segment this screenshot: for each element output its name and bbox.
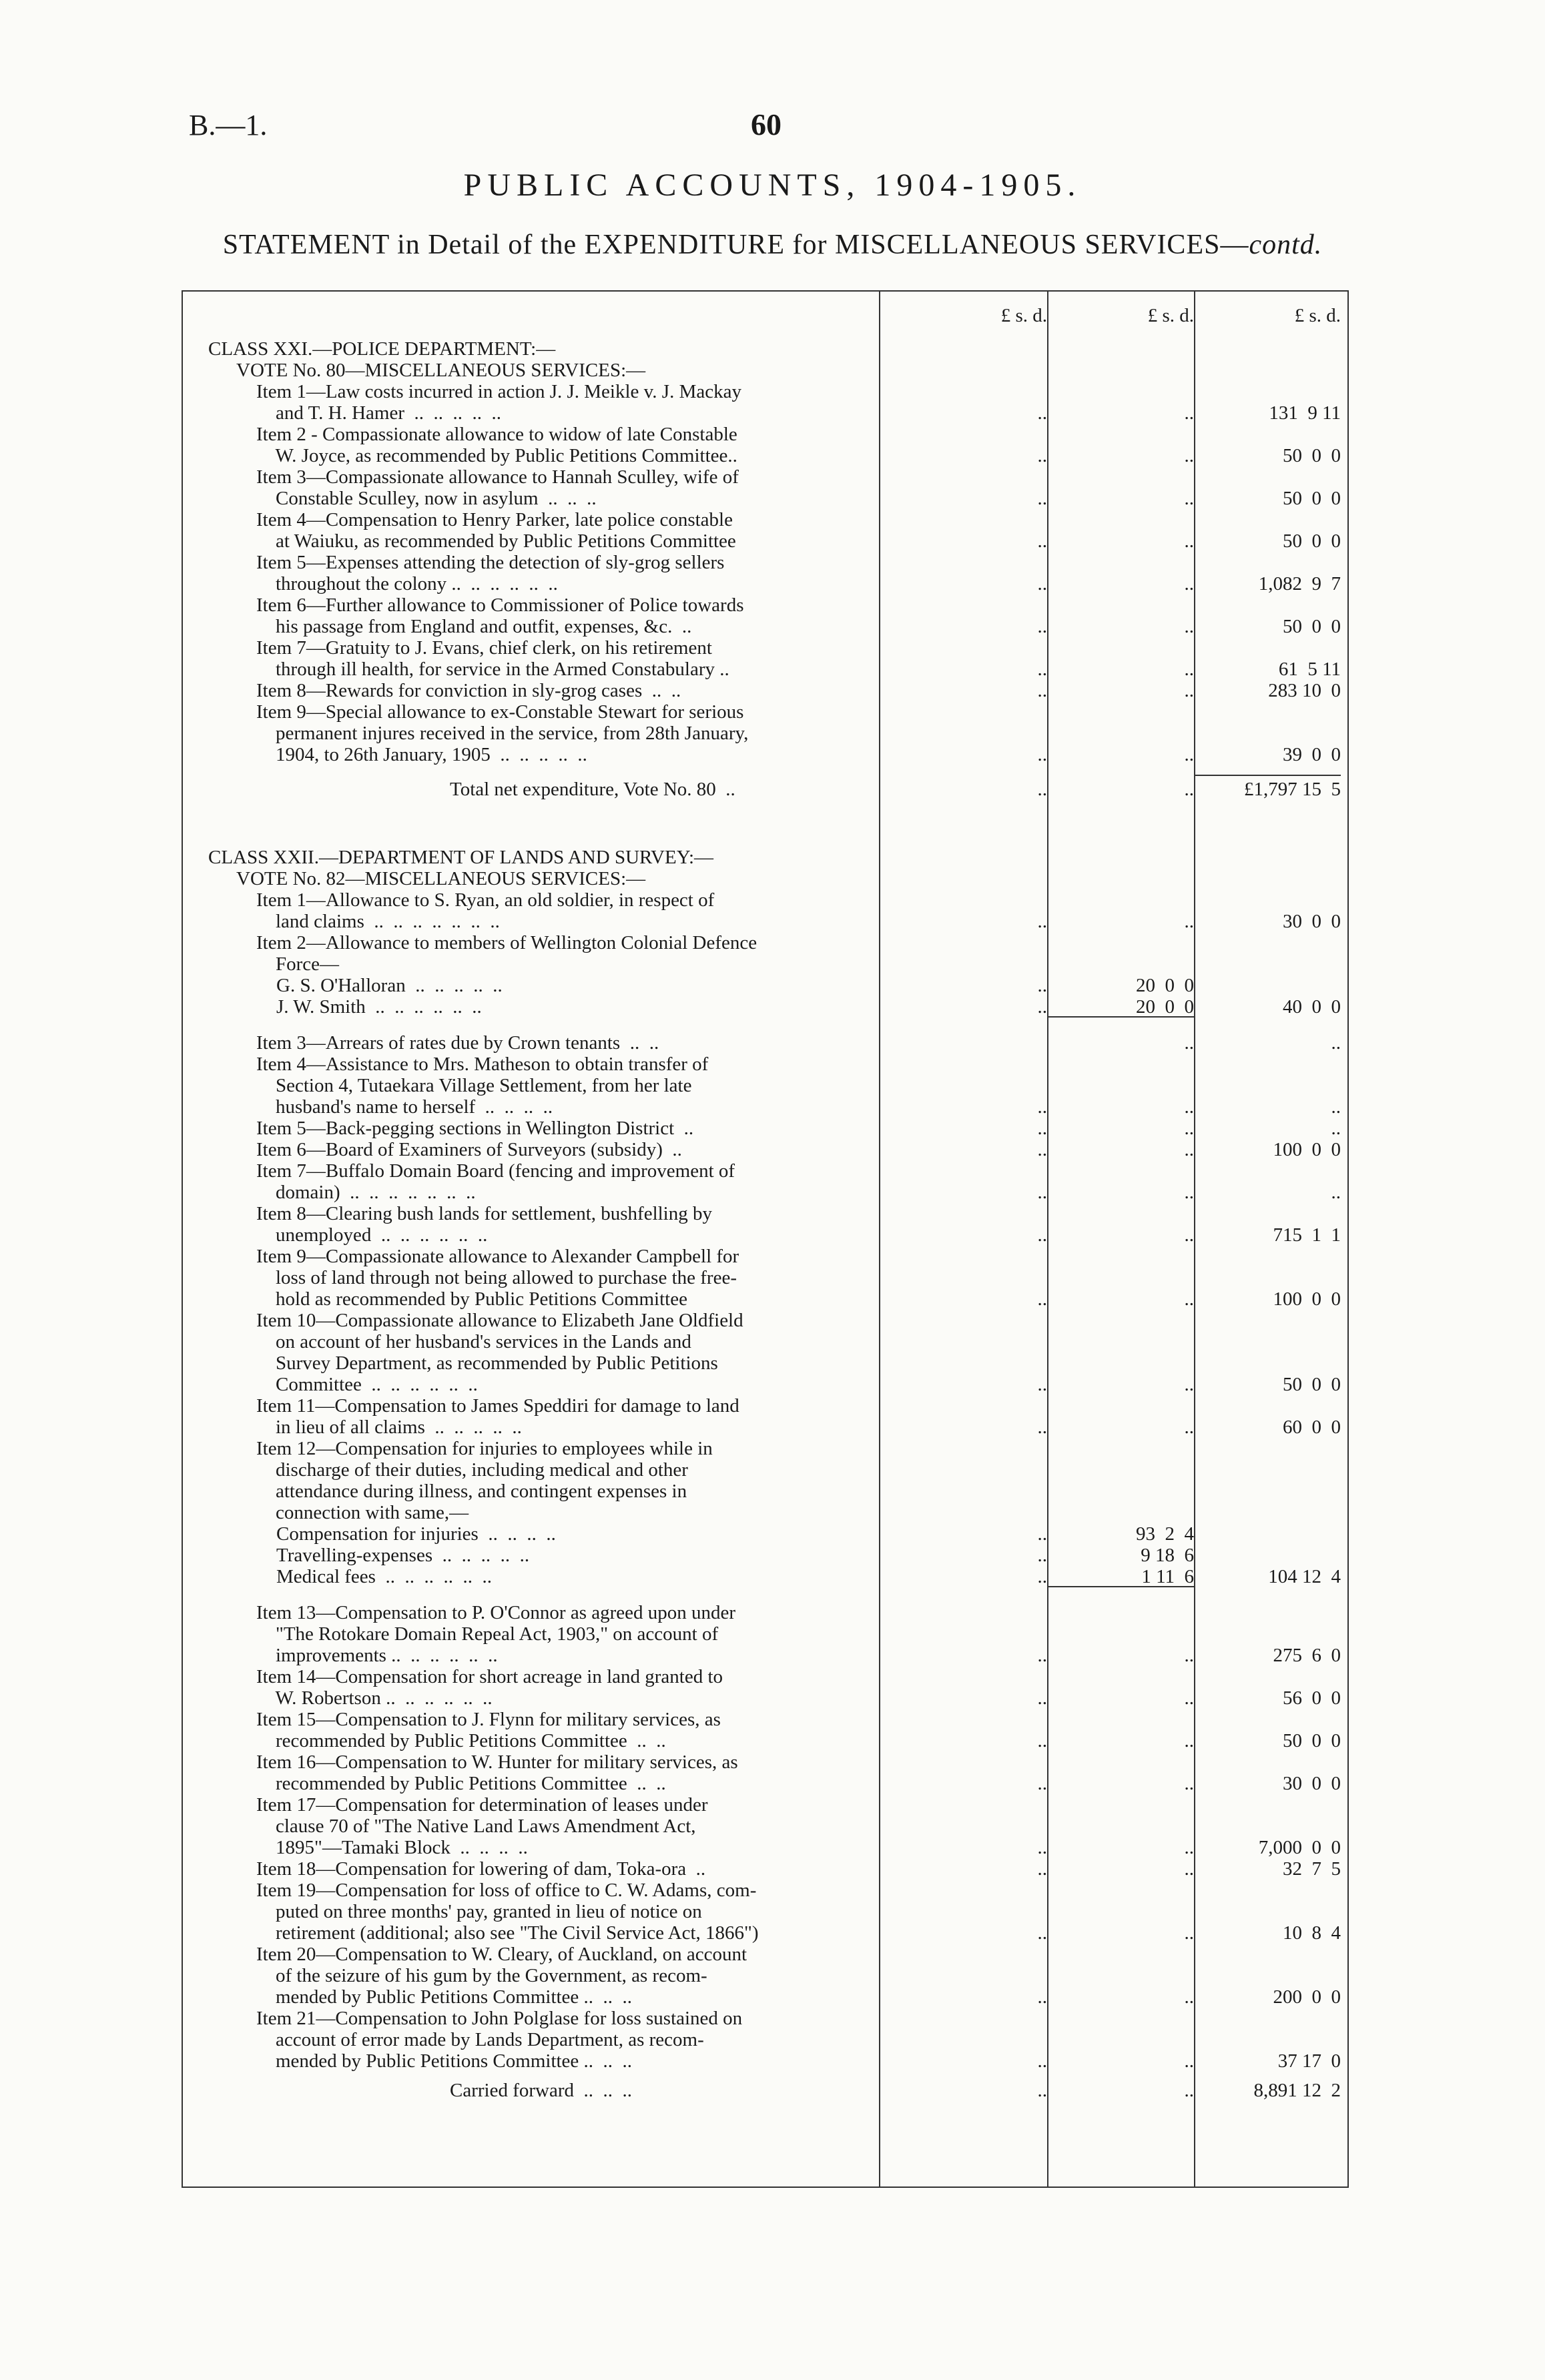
amount-column-2: .. — [1184, 2050, 1194, 2072]
amount-column-1: .. — [1037, 744, 1047, 765]
amount-column-3: 50 0 0 — [1283, 1374, 1341, 1395]
table-row — [183, 1545, 1347, 1566]
table-row — [183, 932, 1347, 975]
amount-column-1: .. — [1037, 402, 1047, 424]
amount-column-2: .. — [1184, 744, 1194, 765]
amount-column-2: .. — [1184, 530, 1194, 552]
amount-column-3: 50 0 0 — [1283, 530, 1341, 552]
table-row — [183, 1751, 1347, 1794]
row-description: Item 21—Compensation to John Polglase for loss sustained on account of error made by Lands Department, as recom- mended by Public Petitions Committee .. .. .. — [256, 2008, 743, 2072]
amount-column-3: 30 0 0 — [1283, 911, 1341, 932]
amount-column-3: 50 0 0 — [1283, 1730, 1341, 1751]
row-description: Item 20—Compensation to W. Cleary, of Auckland, on account of the seizure of his gum by the Government, as recom- mended by Public Petitions Committee .. .. .. — [256, 1944, 747, 2008]
amount-column-2: .. — [1184, 1645, 1194, 1666]
amount-column-3: 283 10 0 — [1268, 680, 1341, 701]
row-description: Item 9—Special allowance to ex-Constable Stewart for serious permanent injures received in the service, from 28th January, 1904, to 26th January, 1905 .. .. .. .. .. — [256, 701, 749, 765]
amount-column-1: .. — [1037, 1545, 1047, 1566]
amount-column-1: .. — [1037, 1566, 1047, 1587]
table-row — [183, 360, 1347, 381]
row-description: Item 3—Arrears of rates due by Crown tenants .. .. — [256, 1032, 659, 1054]
row-description: Item 5—Expenses attending the detection of sly-grog sellers throughout the colony .. .. .. .. .. .. — [256, 552, 725, 594]
row-description: J. W. Smith .. .. .. .. .. .. — [276, 996, 482, 1018]
row-description: Compensation for injuries .. .. .. .. — [276, 1523, 556, 1545]
amount-column-2: 1 11 6 — [1141, 1566, 1194, 1587]
subtitle-text: STATEMENT in Detail of the EXPENDITURE for MISCELLANEOUS SERVICES— — [222, 230, 1249, 260]
amount-column-1: .. — [1037, 1096, 1047, 1118]
amount-column-2: .. — [1184, 1417, 1194, 1438]
amount-column-2: .. — [1184, 659, 1194, 680]
amount-column-3: 37 17 0 — [1277, 2050, 1341, 2072]
row-description: Item 8—Rewards for conviction in sly-grog cases .. .. — [256, 680, 681, 701]
amount-column-3: 8,891 12 2 — [1253, 2080, 1341, 2101]
row-description: Item 17—Compensation for determination of leases under clause 70 of "The Native Land Laws Amendment Act, 1895"—Tamaki Block .. .. .. .. — [256, 1794, 708, 1858]
table-row — [183, 509, 1347, 552]
row-description: Item 4—Assistance to Mrs. Matheson to obtain transfer of Section 4, Tutaekara Village Settlement, from her late husband's name to herself .. .. .. .. — [256, 1054, 709, 1118]
amount-column-2: .. — [1184, 573, 1194, 594]
table-row — [183, 1310, 1347, 1395]
amount-column-2: 93 2 4 — [1136, 1523, 1194, 1545]
amount-column-1: .. — [1037, 1139, 1047, 1160]
amount-column-3: 50 0 0 — [1283, 445, 1341, 466]
amount-column-1: .. — [1037, 1288, 1047, 1310]
amount-column-3: .. — [1331, 1118, 1341, 1139]
table-row — [183, 1395, 1347, 1438]
table-row — [183, 847, 1347, 868]
table-row — [183, 779, 1347, 800]
expenditure-table — [182, 290, 1349, 2188]
amount-column-1: .. — [1037, 911, 1047, 932]
row-description: Item 14—Compensation for short acreage in land granted to W. Robertson .. .. .. .. .. .. — [256, 1666, 723, 1709]
amount-column-3: 7,000 0 0 — [1258, 1837, 1341, 1858]
table-row — [183, 1944, 1347, 2008]
amount-column-2: .. — [1184, 1374, 1194, 1395]
row-description: VOTE No. 80—MISCELLANEOUS SERVICES:— — [236, 360, 646, 381]
row-description: Item 11—Compensation to James Speddiri for damage to land in lieu of all claims .. .. .. .. .. — [256, 1395, 739, 1438]
amount-column-2: .. — [1184, 1773, 1194, 1794]
row-description: Item 8—Clearing bush lands for settlement, bushfelling by unemployed .. .. .. .. .. .. — [256, 1203, 712, 1246]
table-row — [183, 1523, 1347, 1545]
column-header-2: £ s. d. — [1147, 305, 1194, 326]
amount-column-2: .. — [1184, 1032, 1194, 1054]
table-row — [183, 1139, 1347, 1160]
amount-column-3: 1,082 9 7 — [1258, 573, 1341, 594]
amount-column-1: .. — [1037, 1523, 1047, 1545]
row-description: G. S. O'Halloran .. .. .. .. .. — [276, 975, 503, 996]
amount-column-2: .. — [1184, 402, 1194, 424]
amount-column-1: .. — [1037, 1837, 1047, 1858]
amount-column-2: .. — [1184, 1730, 1194, 1751]
table-row — [183, 637, 1347, 680]
table-row — [183, 1438, 1347, 1523]
amount-column-2: .. — [1184, 680, 1194, 701]
table-row — [183, 996, 1347, 1018]
amount-column-2: 20 0 0 — [1136, 996, 1194, 1018]
row-description: Item 1—Law costs incurred in action J. J. Meikle v. J. Mackay and T. H. Hamer .. .. .. .. .. — [256, 381, 741, 424]
table-row — [183, 975, 1347, 996]
amount-column-3: 39 0 0 — [1283, 744, 1341, 765]
amount-column-3: .. — [1331, 1182, 1341, 1203]
table-row — [183, 1709, 1347, 1751]
amount-column-1: .. — [1037, 1773, 1047, 1794]
row-description: Item 9—Compassionate allowance to Alexander Campbell for loss of land through not being allowed to purchase the free- hold as recommended by Public Petitions Committee — [256, 1246, 739, 1310]
table-row — [183, 1566, 1347, 1587]
row-description: Item 6—Board of Examiners of Surveyors (subsidy) .. — [256, 1139, 682, 1160]
amount-column-1: .. — [1037, 975, 1047, 996]
amount-column-3: 60 0 0 — [1283, 1417, 1341, 1438]
subtotal-rule — [1048, 1016, 1194, 1018]
page-title: PUBLIC ACCOUNTS, 1904-1905. — [463, 167, 1082, 203]
amount-column-3: £1,797 15 5 — [1244, 779, 1341, 800]
row-description: CLASS XXI.—POLICE DEPARTMENT:— — [208, 338, 556, 360]
amount-column-3: 50 0 0 — [1283, 616, 1341, 637]
column-header-3: £ s. d. — [1294, 305, 1341, 326]
amount-column-3: 100 0 0 — [1273, 1288, 1341, 1310]
amount-column-1: .. — [1037, 996, 1047, 1018]
amount-column-2: .. — [1184, 779, 1194, 800]
amount-column-2: .. — [1184, 911, 1194, 932]
amount-column-3: 200 0 0 — [1273, 1986, 1341, 2008]
amount-column-2: .. — [1184, 1837, 1194, 1858]
table-row — [183, 594, 1347, 637]
amount-column-3: .. — [1331, 1032, 1341, 1054]
amount-column-3: 50 0 0 — [1283, 488, 1341, 509]
amount-column-2: .. — [1184, 1182, 1194, 1203]
amount-column-2: 9 18 6 — [1141, 1545, 1194, 1566]
amount-column-1: .. — [1037, 779, 1047, 800]
statement-subtitle — [0, 229, 1545, 261]
amount-column-1: .. — [1037, 1687, 1047, 1709]
amount-column-1: .. — [1037, 1922, 1047, 1944]
amount-column-2: .. — [1184, 1922, 1194, 1944]
amount-column-3: 104 12 4 — [1268, 1566, 1341, 1587]
amount-column-1: .. — [1037, 616, 1047, 637]
amount-column-2: .. — [1184, 1288, 1194, 1310]
table-row — [183, 381, 1347, 424]
table-row — [183, 466, 1347, 509]
table-row — [183, 1794, 1347, 1858]
row-description: VOTE No. 82—MISCELLANEOUS SERVICES:— — [236, 868, 646, 889]
amount-column-1: .. — [1037, 445, 1047, 466]
table-row — [183, 1858, 1347, 1880]
table-row — [183, 1160, 1347, 1203]
amount-column-3: .. — [1331, 1096, 1341, 1118]
amount-column-2: .. — [1184, 1224, 1194, 1246]
amount-column-2: .. — [1184, 1858, 1194, 1880]
amount-column-1: .. — [1037, 1645, 1047, 1666]
table-row — [183, 1246, 1347, 1310]
row-description: Item 18—Compensation for lowering of dam, Toka-ora .. — [256, 1858, 706, 1880]
table-row — [183, 1118, 1347, 1139]
row-description: Item 10—Compassionate allowance to Elizabeth Jane Oldfield on account of her husband's services in the Lands and Survey Department, as recommended by Public Petitions Committee .. .. .. .. .. .. — [256, 1310, 743, 1395]
total-rule — [1195, 775, 1341, 776]
amount-column-2: .. — [1184, 616, 1194, 637]
row-description: Travelling-expenses .. .. .. .. .. — [276, 1545, 530, 1566]
row-description: Total net expenditure, Vote No. 80 .. — [450, 779, 735, 800]
page-number: 60 — [751, 107, 782, 141]
document-reference: B.—1. — [189, 109, 268, 141]
amount-column-1: .. — [1037, 680, 1047, 701]
amount-column-1: .. — [1037, 1224, 1047, 1246]
row-description: Item 16—Compensation to W. Hunter for military services, as recommended by Public Petitions Committee .. .. — [256, 1751, 738, 1794]
amount-column-3: 56 0 0 — [1283, 1687, 1341, 1709]
table-row — [183, 2080, 1347, 2101]
amount-column-1: .. — [1037, 1730, 1047, 1751]
subtitle-contd: contd. — [1249, 230, 1323, 260]
row-description: Item 2—Allowance to members of Wellington Colonial Defence Force— — [256, 932, 757, 975]
amount-column-1: .. — [1037, 1858, 1047, 1880]
amount-column-1: .. — [1037, 530, 1047, 552]
amount-column-1: .. — [1037, 2050, 1047, 2072]
amount-column-2: 20 0 0 — [1136, 975, 1194, 996]
amount-column-3: 32 7 5 — [1283, 1858, 1341, 1880]
amount-column-1: .. — [1037, 2080, 1047, 2101]
table-row — [183, 552, 1347, 594]
amount-column-2: .. — [1184, 1139, 1194, 1160]
amount-column-3: 275 6 0 — [1273, 1645, 1341, 1666]
table-row — [183, 1880, 1347, 1944]
row-description: Item 7—Buffalo Domain Board (fencing and improvement of domain) .. .. .. .. .. .. .. — [256, 1160, 735, 1203]
amount-column-2: .. — [1184, 488, 1194, 509]
row-description: Item 3—Compassionate allowance to Hannah Sculley, wife of Constable Sculley, now in asylum .. .. .. — [256, 466, 739, 509]
row-description: Item 19—Compensation for loss of office to C. W. Adams, com- puted on three months' pay, granted in lieu of notice on retirement (additional; also see "The Civil Service Act, 1866") — [256, 1880, 759, 1944]
row-description: Item 1—Allowance to S. Ryan, an old soldier, in respect of land claims .. .. .. .. .. .. .. — [256, 889, 715, 932]
table-row — [183, 1666, 1347, 1709]
table-row — [183, 680, 1347, 701]
table-row — [183, 868, 1347, 889]
table-row — [183, 701, 1347, 765]
amount-column-2: .. — [1184, 2080, 1194, 2101]
row-description: Item 13—Compensation to P. O'Connor as agreed upon under "The Rotokare Domain Repeal Act, 1903," on account of improvements .. .. .. .. .. .. — [256, 1602, 736, 1666]
amount-column-1: .. — [1037, 573, 1047, 594]
amount-column-3: 131 9 11 — [1269, 402, 1341, 424]
amount-column-1: .. — [1037, 1417, 1047, 1438]
row-description: Item 5—Back-pegging sections in Wellington District .. — [256, 1118, 694, 1139]
amount-column-3: 40 0 0 — [1283, 996, 1341, 1018]
row-description: Item 2 - Compassionate allowance to widow of late Constable W. Joyce, as recommended by Public Petitions Committee.. — [256, 424, 737, 466]
row-description: Item 4—Compensation to Henry Parker, late police constable at Waiuku, as recommended by Public Petitions Committee — [256, 509, 736, 552]
amount-column-1: .. — [1037, 659, 1047, 680]
table-row — [183, 1602, 1347, 1666]
table-row — [183, 2008, 1347, 2072]
amount-column-1: .. — [1037, 488, 1047, 509]
table-row — [183, 1054, 1347, 1118]
amount-column-2: .. — [1184, 1986, 1194, 2008]
row-description: Item 15—Compensation to J. Flynn for military services, as recommended by Public Petitions Committee .. .. — [256, 1709, 721, 1751]
amount-column-1: .. — [1037, 1118, 1047, 1139]
row-description: CLASS XXII.—DEPARTMENT OF LANDS AND SURVEY:— — [208, 847, 714, 868]
row-description: Medical fees .. .. .. .. .. .. — [276, 1566, 492, 1587]
table-row — [183, 1203, 1347, 1246]
column-header-1: £ s. d. — [1000, 305, 1047, 326]
amount-column-1: .. — [1037, 1182, 1047, 1203]
amount-column-3: 10 8 4 — [1283, 1922, 1341, 1944]
table-row — [183, 889, 1347, 932]
amount-column-1: .. — [1037, 1374, 1047, 1395]
row-description: Item 7—Gratuity to J. Evans, chief clerk, on his retirement through ill health, for service in the Armed Constabulary .. — [256, 637, 729, 680]
amount-column-3: 30 0 0 — [1283, 1773, 1341, 1794]
amount-column-1: .. — [1037, 1986, 1047, 2008]
amount-column-2: .. — [1184, 1687, 1194, 1709]
amount-column-2: .. — [1184, 445, 1194, 466]
row-description: Item 6—Further allowance to Commissioner of Police towards his passage from England and outfit, expenses, &c. .. — [256, 594, 744, 637]
table-row — [183, 1032, 1347, 1054]
row-description: Carried forward .. .. .. — [450, 2080, 632, 2101]
table-row — [183, 338, 1347, 360]
amount-column-3: 100 0 0 — [1273, 1139, 1341, 1160]
amount-column-3: 715 1 1 — [1273, 1224, 1341, 1246]
amount-column-3: 61 5 11 — [1278, 659, 1341, 680]
row-description: Item 12—Compensation for injuries to employees while in discharge of their duties, including medical and other attendance during illness, and contingent expenses in connection with same,— — [256, 1438, 713, 1523]
subtotal-rule — [1048, 1586, 1194, 1587]
table-row — [183, 424, 1347, 466]
amount-column-2: .. — [1184, 1096, 1194, 1118]
amount-column-2: .. — [1184, 1118, 1194, 1139]
